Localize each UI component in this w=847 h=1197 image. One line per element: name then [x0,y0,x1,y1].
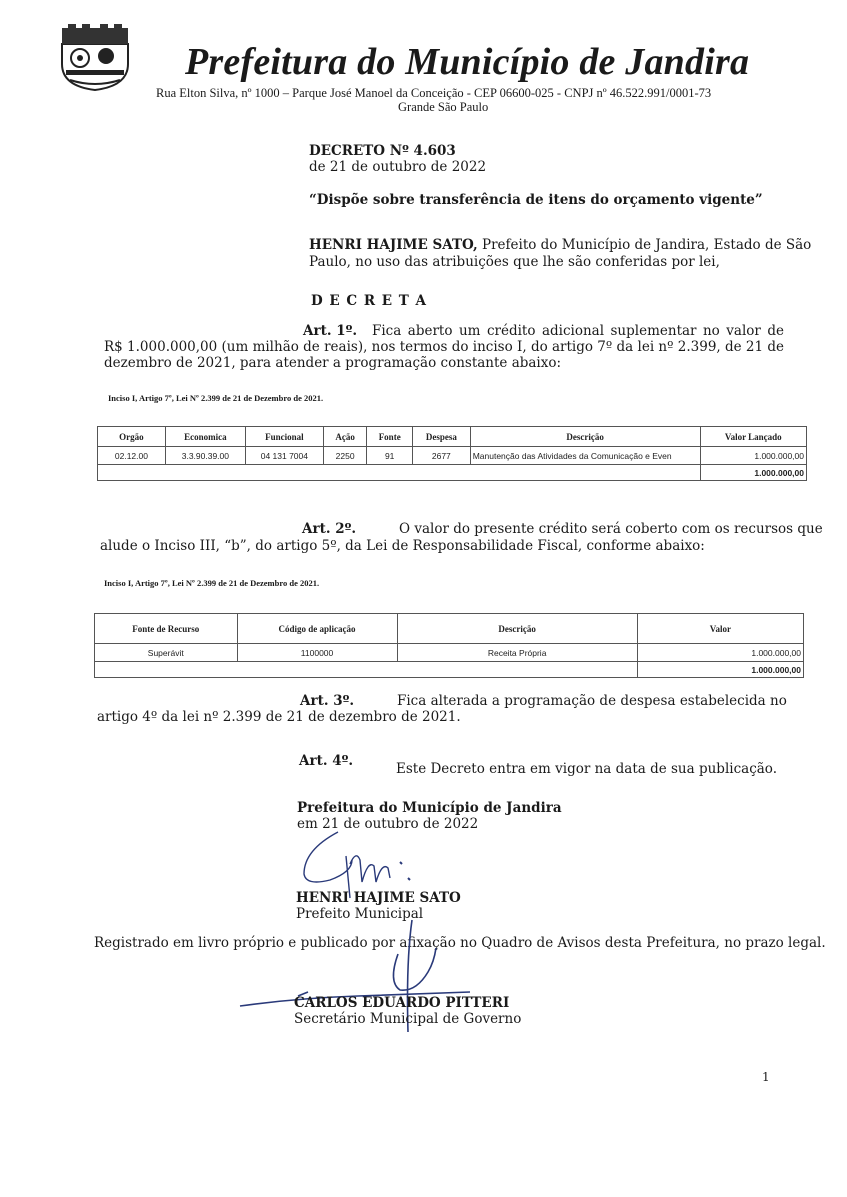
signer1-name: HENRI HAJIME SATO [296,890,461,906]
art3-text-line1: Fica alterada a programação de despesa estabelecida no [397,693,787,709]
cell-funcional: 04 131 7004 [245,447,323,465]
art2-label: Art. 2º. [302,521,357,537]
intro-text: Prefeito do Município de Jandira, Estado de São [481,237,812,253]
total-spacer [95,662,638,678]
cell-despesa: 2677 [412,447,470,465]
signer2-role: Secretário Municipal de Governo [294,1011,522,1027]
cell-valor: 1.000.000,00 [637,644,803,662]
col-descricao: Descrição [470,427,700,447]
signer1-role: Prefeito Municipal [296,906,424,922]
signer2-name: CARLOS EDUARDO PITTERI [294,995,510,1011]
table-total-row [95,662,804,678]
decree-intro-line2: Paulo, no uso das atribuições que lhe são conferidas por lei, [309,254,720,270]
table-row [95,644,804,662]
art2-text-line2: alude o Inciso III, “b”, do artigo 5º, da Lei de Responsabilidade Fiscal, conforme abaixo: [100,538,705,554]
col-despesa: Despesa [412,427,470,447]
art2-text-line1: O valor do presente crédito será coberto com os recursos que [399,521,823,537]
closing-date: em 21 de outubro de 2022 [297,816,479,832]
mayor-name: HENRI HAJIME SATO, [309,237,478,253]
header-address: Rua Elton Silva, nº 1000 – Parque José Manoel da Conceição - CEP 06600-025 - CNPJ nº 46.522.991/0001-73 [156,86,712,100]
table2-caption: Inciso I, Artigo 7º, Lei Nº 2.399 de 21 de Dezembro de 2021. [104,578,320,588]
cell-orgao: 02.12.00 [98,447,166,465]
col-codigo-aplicacao: Código de aplicação [237,614,397,644]
col-valor: Valor [637,614,803,644]
city-crest-icon [58,24,132,92]
table1-caption: Inciso I, Artigo 7º, Lei Nº 2.399 de 21 de Dezembro de 2021. [108,393,324,403]
cell-valor: 1.000.000,00 [700,447,806,465]
decreta-heading: D E C R E T A [311,293,427,309]
decree-number: DECRETO Nº 4.603 [309,143,456,159]
cell-total: 1.000.000,00 [637,662,803,678]
decree-date: de 21 de outubro de 2022 [309,159,487,175]
decree-intro-line1 [309,237,812,253]
cell-total: 1.000.000,00 [700,465,806,481]
page-number: 1 [762,1070,770,1084]
col-acao: Ação [323,427,367,447]
budget-table [97,426,807,481]
art1-text-line3: dezembro de 2021, para atender a programação constante abaixo: [104,355,562,371]
col-valor: Valor Lançado [700,427,806,447]
total-spacer [98,465,701,481]
col-descricao: Descrição [397,614,637,644]
art3-text-line2: artigo 4º da lei nº 2.399 de 21 de dezembro de 2021. [97,709,461,725]
col-funcional: Funcional [245,427,323,447]
art1-text-line1: Fica aberto um crédito adicional suplementar no valor de [372,323,784,339]
cell-descricao: Receita Própria [397,644,637,662]
table-header-row [95,614,804,644]
cell-descricao: Manutenção das Atividades da Comunicação e Even [470,447,700,465]
table-row [98,447,807,465]
art1-text-line2: R$ 1.000.000,00 (um milhão de reais), nos termos do inciso I, do artigo 7º da lei nº 2.399, de 21 de [104,339,785,355]
art4-text: Este Decreto entra em vigor na data de sua publicação. [396,761,777,777]
table-total-row [98,465,807,481]
art3-label: Art. 3º. [300,693,355,709]
cell-fonte: Superávit [95,644,238,662]
header-region: Grande São Paulo [398,100,489,114]
cell-fonte: 91 [367,447,413,465]
cell-acao: 2250 [323,447,367,465]
col-orgao: Orgão [98,427,166,447]
decree-subject: “Dispõe sobre transferência de itens do orçamento vigente” [309,192,763,208]
col-fonte-recurso: Fonte de Recurso [95,614,238,644]
art1-label: Art. 1º. [303,323,358,339]
col-economica: Economica [165,427,245,447]
art4-label: Art. 4º. [299,753,354,769]
funding-table [94,613,804,678]
page-title: Prefeitura do Município de Jandira [185,41,750,83]
col-fonte: Fonte [367,427,413,447]
registry-note: Registrado em livro próprio e publicado por afixação no Quadro de Avisos desta Prefeitura, no prazo legal. [94,935,826,951]
table-header-row [98,427,807,447]
closing-place: Prefeitura do Município de Jandira [297,800,562,816]
cell-economica: 3.3.90.39.00 [165,447,245,465]
cell-codigo: 1100000 [237,644,397,662]
